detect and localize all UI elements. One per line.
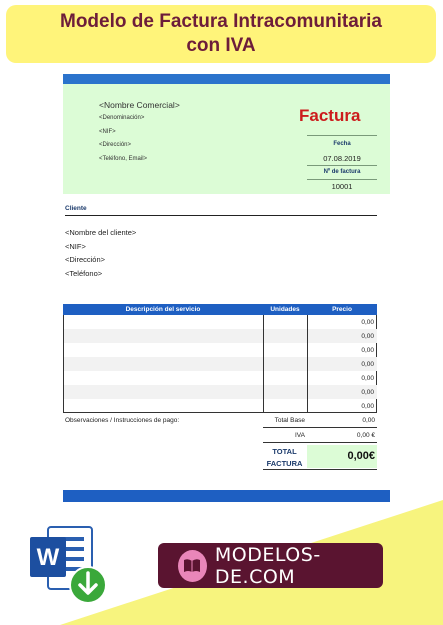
column-header-price: Precio (332, 306, 352, 313)
divider (307, 135, 377, 136)
company-nif: <NIF> (99, 129, 116, 135)
table-row (64, 385, 377, 399)
total-base-label: Total Base (274, 417, 305, 424)
brand-text: MODELOS-DE.COM (214, 543, 321, 588)
total-base-value: 0,00 (362, 417, 375, 424)
table-row (64, 343, 377, 357)
iva-label: IVA (295, 432, 305, 439)
observations-label: Observaciones / Instrucciones de pago: (65, 417, 180, 424)
table-row (64, 357, 377, 371)
date-label: Fecha (333, 141, 351, 147)
brand-logo[interactable] (158, 543, 383, 588)
book-icon (178, 550, 207, 582)
page-title-line-2: con IVA (186, 35, 256, 56)
divider (307, 165, 377, 166)
invoice-title: Factura (299, 106, 361, 125)
invoice-document (63, 74, 390, 503)
row-price: 0,00 (361, 403, 374, 410)
table-row (64, 399, 377, 413)
total-label-line-2: FACTURA (266, 459, 303, 468)
client-label: Cliente (65, 205, 87, 212)
header-banner (6, 5, 436, 63)
row-price: 0,00 (361, 347, 374, 354)
company-trade-name: <Nombre Comercial> (99, 100, 180, 110)
row-price: 0,00 (361, 319, 374, 326)
divider (263, 442, 377, 443)
row-price: 0,00 (361, 389, 374, 396)
iva-value: 0,00 € (356, 432, 375, 439)
date-value: 07.08.2019 (323, 154, 361, 163)
company-address: <Dirección> (99, 142, 132, 148)
column-header-units: Unidades (270, 306, 300, 313)
table-row (64, 329, 377, 343)
company-denomination: <Denominación> (99, 115, 145, 121)
table-row (64, 371, 377, 385)
client-name: <Nombre del cliente> (65, 228, 137, 237)
invoice-number-label: Nº de factura (323, 169, 361, 175)
items-table-body (63, 315, 377, 413)
top-color-bar (63, 74, 390, 84)
download-arrow-icon (70, 567, 106, 603)
total-value: 0,00€ (347, 450, 375, 462)
column-divider (307, 315, 308, 413)
divider (263, 427, 377, 428)
page-title-line-1: Modelo de Factura Intracomunitaria (60, 11, 382, 32)
client-address: <Dirección> (65, 255, 106, 264)
word-icon[interactable] (26, 523, 110, 607)
client-phone: <Teléfono> (65, 269, 103, 278)
column-divider (263, 315, 264, 413)
bottom-color-bar (63, 490, 390, 502)
row-price: 0,00 (361, 333, 374, 340)
divider (65, 215, 377, 216)
company-contact: <Teléfono, Email> (99, 156, 148, 162)
total-label-line-1: TOTAL (272, 447, 297, 456)
svg-text:W: W (36, 544, 60, 571)
total-label (263, 446, 306, 470)
invoice-number-value: 10001 (331, 182, 353, 191)
divider (307, 179, 377, 180)
table-row (64, 315, 377, 329)
row-price: 0,00 (361, 375, 374, 382)
client-nif: <NIF> (65, 242, 86, 251)
divider (263, 469, 377, 470)
column-header-description: Descripción del servicio (125, 306, 201, 313)
row-price: 0,00 (361, 361, 374, 368)
items-table-header (63, 304, 377, 315)
